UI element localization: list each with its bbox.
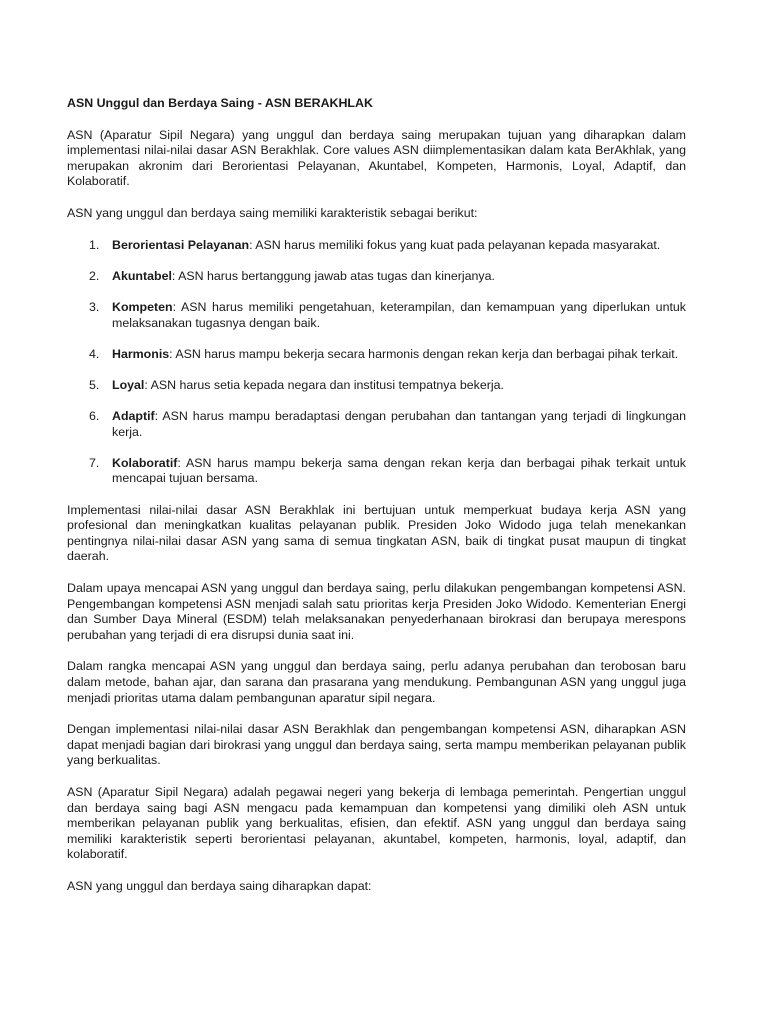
list-number: 2. (89, 268, 100, 283)
list-number: 6. (89, 409, 100, 424)
term-description: : ASN harus mampu bekerja sama dengan rekan kerja dan berbagai pihak terkait untuk mencapai tujuan bersama. (112, 455, 686, 486)
list-item (67, 409, 686, 440)
term-description: : ASN harus bertanggung jawab atas tugas dan kinerjanya. (171, 268, 495, 283)
body-paragraph: Dalam rangka mencapai ASN yang unggul dan berdaya saing, perlu adanya perubahan dan terobosan baru dalam metode, bahan ajar, dan sarana dan prasarana yang mendukung. Pembangunan ASN yang unggul juga menjadi prioritas utama dalam pembangunan aparatur sipil negara. (67, 659, 686, 705)
body-paragraph: ASN (Aparatur Sipil Negara) adalah pegawai negeri yang bekerja di lembaga pemerintah. Pengertian unggul dan berdaya saing bagi ASN mengacu pada kemampuan dan kompetensi yang dimiliki oleh ASN untuk memberikan pelayanan publik yang berkualitas, efisien, dan efektif. ASN yang unggul dan berdaya saing memiliki karakteristik seperti berorientasi pelayanan, akuntabel, kompeten, harmonis, loyal, adaptif, dan kolaboratif. (67, 784, 686, 862)
term-label: Loyal (112, 377, 145, 392)
term-description: : ASN harus memiliki fokus yang kuat pada pelayanan kepada masyarakat. (249, 237, 661, 252)
body-paragraph: Implementasi nilai-nilai dasar ASN Berakhlak ini bertujuan untuk memperkuat budaya kerja ASN yang profesional dan meningkatkan kualitas pelayanan publik. Presiden Joko Widodo juga telah menekankan pentingnya nilai-nilai dasar ASN yang sama di semua tingkatan ASN, baik di tingkat pusat maupun di tingkat daerah. (67, 502, 686, 564)
document-title: ASN Unggul dan Berdaya Saing - ASN BERAKHLAK (67, 96, 373, 110)
term-label: Berorientasi Pelayanan (112, 237, 250, 252)
term-label: Adaptif (112, 409, 155, 424)
intro-paragraph: ASN (Aparatur Sipil Negara) yang unggul dan berdaya saing merupakan tujuan yang diharapkan dalam implementasi nilai-nilai dasar ASN Berakhlak. Core values ASN diimplementasikan dalam kata BerAkhlak, yang merupakan akronim dari Berorientasi Pelayanan, Akuntabel, Kompeten, Harmonis, Loyal, Adaptif, dan Kolaboratif. (67, 127, 686, 189)
document-page (67, 96, 686, 911)
list-number: 5. (89, 377, 100, 392)
list-number: 1. (89, 237, 100, 252)
term-description: : ASN harus memiliki pengetahuan, keterampilan, dan kemampuan yang diperlukan untuk melaksanakan tugasnya dengan baik. (112, 299, 686, 330)
characteristics-intro: ASN yang unggul dan berdaya saing memiliki karakteristik sebagai berikut: (67, 205, 478, 220)
term-label: Kompeten (112, 299, 173, 314)
term-description: : ASN harus mampu beradaptasi dengan perubahan dan tantangan yang terjadi di lingkungan kerja. (112, 409, 686, 439)
term-label: Harmonis (112, 346, 170, 361)
list-item (67, 347, 686, 363)
list-item (67, 269, 686, 285)
term-description: : ASN harus setia kepada negara dan institusi tempatnya bekerja. (144, 377, 504, 392)
list-item (67, 456, 686, 487)
list-number: 4. (89, 346, 100, 361)
list-item (67, 378, 686, 394)
body-paragraph: Dalam upaya mencapai ASN yang unggul dan berdaya saing, perlu dilakukan pengembangan kompetensi ASN. Pengembangan kompetensi ASN menjadi salah satu prioritas kerja Presiden Joko Widodo. Kementerian Energi dan Sumber Daya Mineral (ESDM) telah melaksanakan penyederhanaan birokrasi dan berupaya merespons perubahan yang terjadi di era disrupsi dunia saat ini. (67, 581, 686, 642)
list-item (67, 300, 686, 331)
list-item (67, 238, 686, 254)
body-paragraph: Dengan implementasi nilai-nilai dasar ASN Berakhlak dan pengembangan kompetensi ASN, diharapkan ASN dapat menjadi bagian dari birokrasi yang unggul dan berdaya saing, serta mampu memberikan pelayanan publik yang berkualitas. (67, 722, 686, 768)
list-number: 7. (89, 455, 100, 470)
term-description: : ASN harus mampu bekerja secara harmonis dengan rekan kerja dan berbagai pihak terkait. (169, 346, 679, 361)
list-number: 3. (89, 299, 100, 314)
characteristics-list (67, 238, 686, 488)
term-label: Akuntabel (112, 268, 172, 283)
body-paragraph: ASN yang unggul dan berdaya saing diharapkan dapat: (67, 878, 372, 893)
term-label: Kolaboratif (112, 455, 178, 470)
